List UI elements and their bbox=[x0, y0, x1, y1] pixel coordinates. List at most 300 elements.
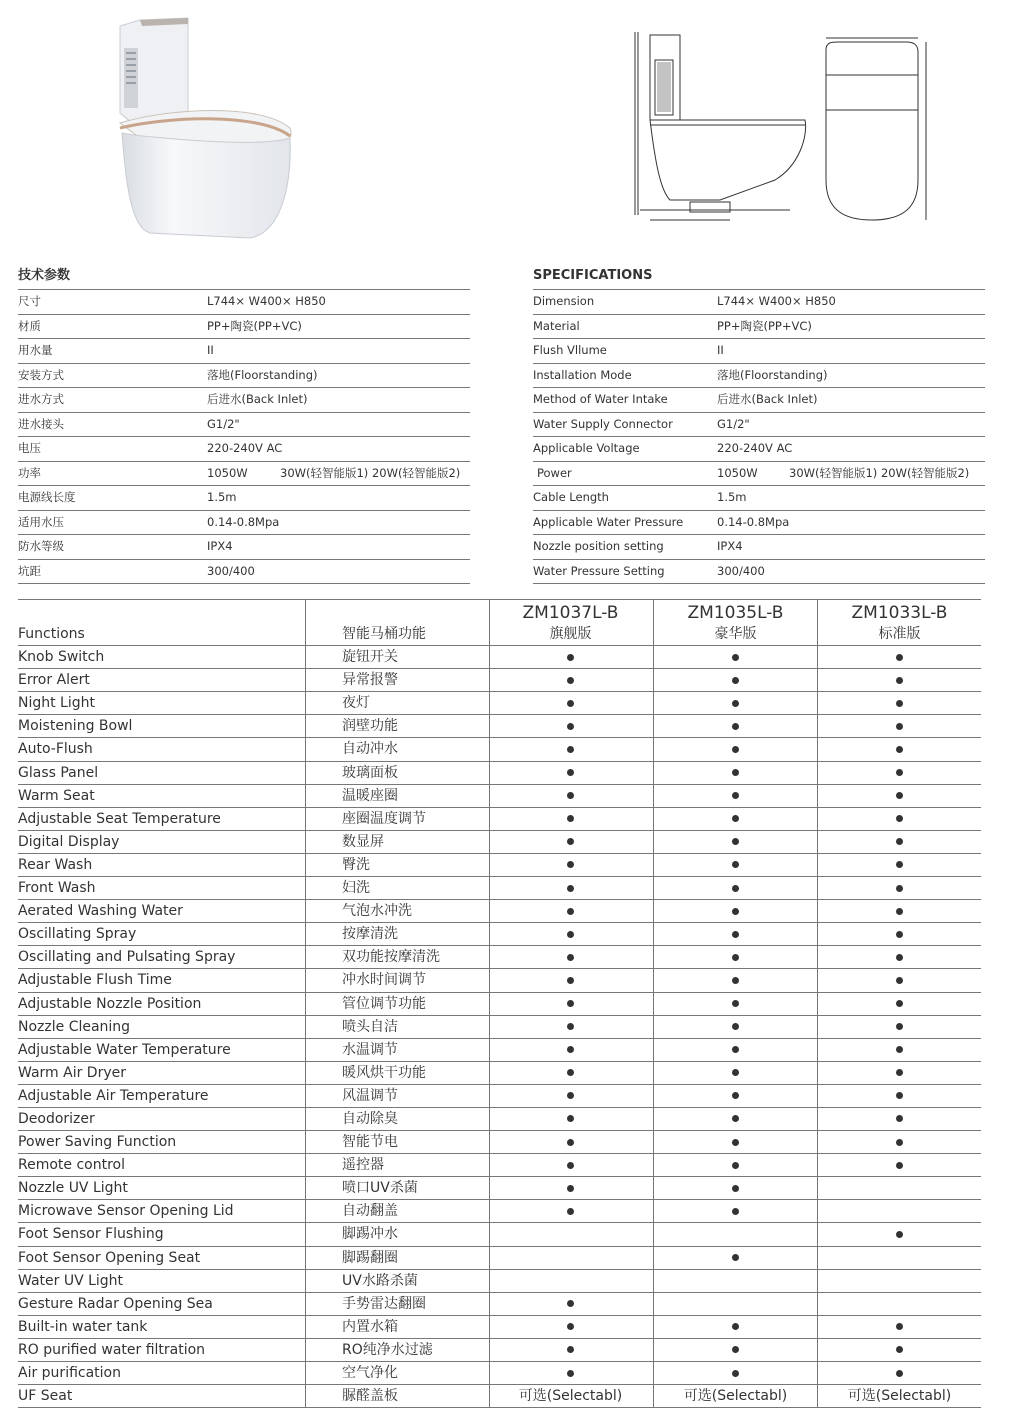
feature-dot-icon bbox=[896, 1092, 903, 1099]
function-name-en: Nozzle Cleaning bbox=[18, 1018, 131, 1035]
function-name-cn: 智能节电 bbox=[342, 1134, 398, 1151]
feature-dot-cell bbox=[654, 715, 817, 737]
empty-cell bbox=[818, 1200, 981, 1222]
feature-dot-icon bbox=[567, 838, 574, 845]
spec-row bbox=[18, 486, 470, 511]
function-name-cn: 遥控器 bbox=[342, 1157, 384, 1174]
feature-dot-cell bbox=[654, 831, 817, 853]
feature-dot-cell bbox=[489, 785, 652, 807]
feature-dot-cell bbox=[818, 692, 981, 714]
feature-dot-cell bbox=[489, 923, 652, 945]
function-row bbox=[18, 853, 981, 876]
function-name-en: Aerated Washing Water bbox=[18, 903, 183, 920]
spec-value: 1.5m bbox=[717, 490, 747, 504]
function-row bbox=[18, 737, 981, 760]
feature-dot-cell bbox=[818, 1339, 981, 1361]
feature-dot-icon bbox=[732, 1115, 739, 1122]
feature-dot-icon bbox=[567, 769, 574, 776]
feature-dot-icon bbox=[732, 861, 739, 868]
feature-dot-cell bbox=[654, 1177, 817, 1199]
feature-dot-icon bbox=[732, 677, 739, 684]
feature-dot-icon bbox=[567, 885, 574, 892]
spec-value: II bbox=[207, 343, 214, 357]
function-row bbox=[18, 1384, 981, 1408]
feature-dot-icon bbox=[732, 977, 739, 984]
function-row bbox=[18, 968, 981, 991]
spec-value: 0.14-0.8Mpa bbox=[207, 514, 280, 529]
function-name-cn: 暖风烘干功能 bbox=[342, 1064, 426, 1081]
spec-row bbox=[18, 364, 470, 389]
function-name-en: Glass Panel bbox=[18, 764, 99, 781]
function-name-en: Night Light bbox=[18, 695, 95, 712]
spec-key: Flush Vllume bbox=[533, 343, 607, 357]
feature-dot-cell bbox=[654, 738, 817, 760]
spec-row bbox=[533, 486, 985, 511]
feature-dot-icon bbox=[732, 1092, 739, 1099]
feature-dot-icon bbox=[896, 654, 903, 661]
feature-dot-icon bbox=[567, 1069, 574, 1076]
spec-key: 尺寸 bbox=[18, 294, 41, 308]
feature-dot-icon bbox=[567, 792, 574, 799]
feature-dot-icon bbox=[732, 700, 739, 707]
feature-dot-icon bbox=[732, 954, 739, 961]
function-name-en: Air purification bbox=[18, 1365, 121, 1381]
feature-dot-icon bbox=[732, 654, 739, 661]
feature-dot-cell bbox=[818, 946, 981, 968]
function-row bbox=[18, 1269, 981, 1292]
feature-dot-cell bbox=[818, 1039, 981, 1061]
feature-dot-icon bbox=[896, 838, 903, 845]
function-name-en: Adjustable Water Temperature bbox=[18, 1041, 231, 1058]
spec-title-en: SPECIFICATIONS bbox=[533, 262, 985, 290]
feature-dot-cell bbox=[654, 785, 817, 807]
feature-dot-icon bbox=[732, 769, 739, 776]
feature-dot-icon bbox=[896, 746, 903, 753]
function-row bbox=[18, 1246, 981, 1269]
feature-dot-cell bbox=[818, 923, 981, 945]
feature-dot-cell bbox=[489, 762, 652, 784]
feature-dot-icon bbox=[567, 977, 574, 984]
feature-dot-icon bbox=[567, 1115, 574, 1122]
spec-value: IPX4 bbox=[717, 539, 743, 553]
function-name-cn: 气泡水冲洗 bbox=[342, 903, 412, 920]
spec-value: 落地(Floorstanding) bbox=[207, 367, 318, 382]
feature-dot-cell bbox=[818, 1108, 981, 1130]
function-name-cn: 水温调节 bbox=[342, 1041, 398, 1058]
spec-row bbox=[533, 339, 985, 364]
spec-row bbox=[533, 560, 985, 585]
function-row bbox=[18, 1199, 981, 1222]
feature-dot-icon bbox=[732, 792, 739, 799]
function-row bbox=[18, 830, 981, 853]
feature-dot-icon bbox=[896, 677, 903, 684]
function-name-cn: 内置水箱 bbox=[342, 1318, 398, 1335]
spec-value: G1/2" bbox=[207, 416, 240, 431]
function-row bbox=[18, 668, 981, 691]
feature-dot-cell bbox=[818, 1316, 981, 1338]
feature-dot-cell bbox=[489, 669, 652, 691]
function-row bbox=[18, 1038, 981, 1061]
feature-dot-cell bbox=[654, 1316, 817, 1338]
feature-dot-icon bbox=[732, 1323, 739, 1330]
feature-dot-icon bbox=[567, 700, 574, 707]
feature-dot-icon bbox=[567, 1000, 574, 1007]
spec-key: Applicable Voltage bbox=[533, 441, 640, 455]
spec-row bbox=[18, 339, 470, 364]
feature-dot-icon bbox=[567, 1092, 574, 1099]
spec-row bbox=[18, 413, 470, 438]
feature-dot-icon bbox=[732, 1139, 739, 1146]
feature-dot-cell bbox=[489, 1039, 652, 1061]
feature-dot-cell bbox=[489, 1362, 652, 1384]
feature-dot-icon bbox=[896, 1115, 903, 1122]
feature-dot-icon bbox=[896, 1046, 903, 1053]
function-row bbox=[18, 1315, 981, 1338]
selectable-label: 可选(Selectabl) bbox=[683, 1388, 788, 1405]
feature-dot-cell bbox=[654, 1062, 817, 1084]
feature-dot-cell bbox=[818, 1223, 981, 1245]
feature-dot-cell bbox=[489, 1339, 652, 1361]
spec-row bbox=[18, 462, 470, 487]
function-row bbox=[18, 1084, 981, 1107]
feature-dot-icon bbox=[567, 1139, 574, 1146]
feature-dot-cell bbox=[489, 993, 652, 1015]
empty-cell bbox=[818, 1247, 981, 1269]
feature-dot-cell bbox=[654, 692, 817, 714]
functions-header-cn: 智能马桶功能 bbox=[342, 626, 426, 642]
feature-dot-icon bbox=[896, 723, 903, 730]
feature-dot-icon bbox=[896, 1000, 903, 1007]
top-view-drawing bbox=[818, 30, 933, 230]
function-name-cn: 脚踢冲水 bbox=[342, 1226, 398, 1243]
edition-label: 旗舰版 bbox=[549, 626, 592, 642]
feature-dot-cell bbox=[818, 1362, 981, 1384]
spec-key: 安装方式 bbox=[18, 367, 64, 382]
spec-row bbox=[533, 388, 985, 413]
feature-dot-icon bbox=[567, 654, 574, 661]
function-name-en: Front Wash bbox=[18, 880, 96, 897]
function-name-en: Adjustable Flush Time bbox=[18, 972, 172, 989]
spec-key: 电源线长度 bbox=[18, 490, 76, 504]
feature-dot-icon bbox=[732, 1046, 739, 1053]
function-row bbox=[18, 1015, 981, 1038]
feature-dot-cell bbox=[654, 762, 817, 784]
spec-key: 功率 bbox=[18, 465, 41, 480]
model-name: ZM1037L-B bbox=[522, 603, 619, 623]
empty-cell bbox=[654, 1270, 817, 1292]
feature-dot-cell bbox=[654, 646, 817, 668]
feature-dot-icon bbox=[567, 1046, 574, 1053]
spec-row bbox=[533, 315, 985, 340]
function-name-en: Adjustable Air Temperature bbox=[18, 1087, 209, 1104]
function-name-cn: 玻璃面板 bbox=[342, 764, 398, 781]
feature-dot-cell bbox=[654, 1339, 817, 1361]
spec-key: Dimension bbox=[533, 294, 595, 308]
spec-key: Water Pressure Setting bbox=[533, 563, 665, 578]
feature-dot-cell bbox=[818, 969, 981, 991]
spec-row bbox=[533, 364, 985, 389]
feature-dot-cell bbox=[654, 1154, 817, 1176]
feature-dot-cell bbox=[818, 1016, 981, 1038]
function-name-en: Deodorizer bbox=[18, 1110, 95, 1127]
feature-dot-cell bbox=[654, 900, 817, 922]
feature-dot-icon bbox=[896, 1139, 903, 1146]
spec-key: Water Supply Connector bbox=[533, 416, 673, 431]
feature-dot-cell bbox=[818, 1062, 981, 1084]
function-name-cn: 风温调节 bbox=[342, 1087, 398, 1104]
feature-dot-icon bbox=[896, 1023, 903, 1030]
spec-value: 300/400 bbox=[717, 563, 765, 578]
spec-key: Cable Length bbox=[533, 490, 609, 504]
feature-dot-icon bbox=[896, 908, 903, 915]
function-row bbox=[18, 1061, 981, 1084]
model-name: ZM1033L-B bbox=[851, 603, 948, 623]
feature-dot-icon bbox=[896, 1323, 903, 1330]
feature-dot-icon bbox=[567, 1300, 574, 1307]
feature-dot-cell bbox=[489, 877, 652, 899]
feature-dot-cell bbox=[654, 854, 817, 876]
function-name-cn: 夜灯 bbox=[342, 695, 370, 712]
function-name-en: UF Seat bbox=[18, 1388, 73, 1405]
spec-value: L744× W400× H850 bbox=[717, 294, 836, 308]
feature-dot-cell bbox=[489, 715, 652, 737]
spec-row bbox=[533, 437, 985, 462]
function-row bbox=[18, 922, 981, 945]
spec-value: G1/2" bbox=[717, 416, 750, 431]
function-name-cn: 冲水时间调节 bbox=[342, 972, 426, 989]
empty-cell bbox=[489, 1223, 652, 1245]
spec-title-cn: 技术参数 bbox=[18, 262, 470, 290]
spec-value-extra: 30W(轻智能版1) 20W(轻智能版2) bbox=[280, 465, 461, 480]
function-row bbox=[18, 645, 981, 668]
spec-key: Method of Water Intake bbox=[533, 392, 668, 406]
spec-key: 适用水压 bbox=[18, 514, 64, 529]
spec-value: PP+陶瓷(PP+VC) bbox=[207, 318, 302, 333]
spec-table-cn bbox=[18, 262, 470, 584]
function-name-en: Gesture Radar Opening Sea bbox=[18, 1295, 213, 1312]
function-name-en: Knob Switch bbox=[18, 649, 105, 666]
function-name-en: Built-in water tank bbox=[18, 1318, 148, 1335]
spec-row bbox=[533, 511, 985, 536]
feature-dot-icon bbox=[896, 861, 903, 868]
feature-dot-icon bbox=[732, 1000, 739, 1007]
feature-dot-icon bbox=[896, 815, 903, 822]
feature-dot-cell bbox=[654, 1200, 817, 1222]
function-row bbox=[18, 1107, 981, 1130]
empty-cell bbox=[654, 1293, 817, 1315]
feature-dot-cell bbox=[654, 1039, 817, 1061]
spec-value: 后进水(Back Inlet) bbox=[207, 392, 308, 406]
function-name-cn: 喷口UV杀菌 bbox=[342, 1180, 418, 1197]
feature-dot-cell bbox=[654, 669, 817, 691]
function-row bbox=[18, 807, 981, 830]
spec-key: Material bbox=[533, 318, 580, 333]
feature-dot-cell bbox=[654, 1131, 817, 1153]
feature-dot-cell bbox=[654, 923, 817, 945]
feature-dot-cell bbox=[489, 808, 652, 830]
function-name-en: RO purified water filtration bbox=[18, 1341, 206, 1358]
feature-dot-icon bbox=[732, 1162, 739, 1169]
model-header-row bbox=[18, 599, 981, 623]
spec-row bbox=[18, 560, 470, 585]
spec-row bbox=[18, 315, 470, 340]
feature-dot-cell bbox=[818, 900, 981, 922]
function-row bbox=[18, 1222, 981, 1245]
spec-key: 进水方式 bbox=[18, 392, 64, 406]
feature-dot-cell bbox=[489, 1200, 652, 1222]
feature-dot-cell bbox=[489, 738, 652, 760]
function-name-en: Adjustable Seat Temperature bbox=[18, 810, 221, 827]
function-name-en: Nozzle UV Light bbox=[18, 1180, 128, 1197]
feature-dot-cell bbox=[654, 877, 817, 899]
side-view-drawing bbox=[630, 30, 810, 230]
functions-header-en: Functions bbox=[18, 626, 85, 642]
spec-value: 后进水(Back Inlet) bbox=[717, 392, 818, 406]
spec-key: 防水等级 bbox=[18, 539, 64, 553]
feature-dot-cell bbox=[818, 877, 981, 899]
feature-dot-icon bbox=[732, 908, 739, 915]
function-name-cn: 喷头自洁 bbox=[342, 1018, 398, 1035]
feature-dot-icon bbox=[896, 1346, 903, 1353]
function-name-cn: 手势雷达翻圈 bbox=[342, 1295, 426, 1312]
feature-dot-cell bbox=[489, 946, 652, 968]
feature-dot-icon bbox=[732, 885, 739, 892]
function-name-cn: 空气净化 bbox=[342, 1365, 398, 1381]
edition-label: 豪华版 bbox=[714, 626, 757, 642]
feature-dot-icon bbox=[732, 1023, 739, 1030]
function-row bbox=[18, 784, 981, 807]
function-row bbox=[18, 1338, 981, 1361]
spec-row bbox=[533, 462, 985, 487]
spec-key: 材质 bbox=[18, 318, 41, 333]
function-name-en: Microwave Sensor Opening Lid bbox=[18, 1203, 234, 1220]
feature-dot-icon bbox=[567, 1208, 574, 1215]
spec-value: 0.14-0.8Mpa bbox=[717, 514, 790, 529]
feature-dot-cell bbox=[654, 1085, 817, 1107]
feature-dot-icon bbox=[567, 1162, 574, 1169]
spec-value: 220-240V AC bbox=[207, 441, 283, 455]
feature-dot-icon bbox=[567, 1023, 574, 1030]
spec-value: L744× W400× H850 bbox=[207, 294, 326, 308]
function-name-en: Warm Air Dryer bbox=[18, 1064, 126, 1081]
feature-dot-cell bbox=[489, 1131, 652, 1153]
feature-dot-cell bbox=[654, 1108, 817, 1130]
function-name-en: Foot Sensor Opening Seat bbox=[18, 1249, 201, 1266]
feature-dot-icon bbox=[896, 1162, 903, 1169]
function-name-cn: 旋钮开关 bbox=[342, 649, 398, 666]
feature-dot-cell bbox=[489, 1085, 652, 1107]
function-name-en: Remote control bbox=[18, 1157, 125, 1174]
function-name-cn: 座圈温度调节 bbox=[342, 810, 426, 827]
feature-dot-cell bbox=[818, 1154, 981, 1176]
spec-row bbox=[533, 290, 985, 315]
spec-table-en bbox=[533, 262, 985, 584]
function-name-cn: 臀洗 bbox=[342, 856, 370, 873]
function-name-cn: RO纯净水过滤 bbox=[342, 1341, 433, 1358]
function-name-cn: 温暖座圈 bbox=[342, 787, 398, 804]
feature-dot-cell bbox=[654, 969, 817, 991]
spec-value: 1050W bbox=[717, 465, 758, 480]
spec-value-extra: 30W(轻智能版1) 20W(轻智能版2) bbox=[789, 465, 970, 480]
feature-dot-icon bbox=[567, 931, 574, 938]
feature-dot-cell bbox=[489, 1177, 652, 1199]
feature-dot-icon bbox=[896, 931, 903, 938]
feature-dot-cell bbox=[818, 808, 981, 830]
feature-dot-cell bbox=[818, 785, 981, 807]
function-name-en: Rear Wash bbox=[18, 856, 93, 873]
feature-dot-cell bbox=[654, 993, 817, 1015]
spec-key: 进水接头 bbox=[18, 416, 64, 431]
feature-dot-icon bbox=[732, 1254, 739, 1261]
function-name-en: Foot Sensor Flushing bbox=[18, 1226, 164, 1243]
feature-dot-cell bbox=[654, 946, 817, 968]
feature-dot-cell bbox=[489, 1154, 652, 1176]
feature-dot-cell bbox=[818, 854, 981, 876]
feature-dot-icon bbox=[567, 677, 574, 684]
feature-dot-icon bbox=[567, 1185, 574, 1192]
function-row bbox=[18, 945, 981, 968]
feature-dot-icon bbox=[896, 792, 903, 799]
spec-row bbox=[18, 437, 470, 462]
function-row bbox=[18, 1292, 981, 1315]
feature-dot-cell bbox=[489, 1316, 652, 1338]
feature-dot-icon bbox=[896, 700, 903, 707]
feature-dot-cell bbox=[818, 669, 981, 691]
feature-dot-cell bbox=[489, 646, 652, 668]
feature-dot-cell bbox=[654, 808, 817, 830]
spec-key: 电压 bbox=[18, 441, 41, 455]
feature-dot-icon bbox=[896, 1231, 903, 1238]
feature-dot-icon bbox=[732, 838, 739, 845]
function-name-en: Auto-Flush bbox=[18, 741, 93, 758]
feature-dot-cell bbox=[818, 1085, 981, 1107]
function-row bbox=[18, 691, 981, 714]
feature-dot-icon bbox=[567, 1346, 574, 1353]
feature-dot-cell bbox=[489, 1293, 652, 1315]
spec-value: 220-240V AC bbox=[717, 441, 793, 455]
feature-dot-icon bbox=[732, 1370, 739, 1377]
feature-dot-cell bbox=[489, 1108, 652, 1130]
feature-dot-icon bbox=[567, 1370, 574, 1377]
feature-dot-icon bbox=[567, 1323, 574, 1330]
function-row bbox=[18, 1153, 981, 1176]
toilet-product-photo bbox=[110, 8, 300, 248]
feature-dot-icon bbox=[732, 815, 739, 822]
spec-value: 落地(Floorstanding) bbox=[717, 367, 828, 382]
function-name-en: Moistening Bowl bbox=[18, 718, 133, 735]
function-name-en: Warm Seat bbox=[18, 787, 95, 804]
feature-dot-icon bbox=[567, 723, 574, 730]
function-name-cn: UV水路杀菌 bbox=[342, 1272, 418, 1289]
spec-key: Power bbox=[537, 465, 572, 480]
feature-dot-cell bbox=[489, 854, 652, 876]
function-name-en: Oscillating and Pulsating Spray bbox=[18, 949, 236, 966]
spec-value: 300/400 bbox=[207, 563, 255, 578]
function-name-en: Error Alert bbox=[18, 672, 90, 689]
spec-value: IPX4 bbox=[207, 539, 233, 553]
function-name-cn: 异常报警 bbox=[342, 672, 398, 689]
function-name-cn: 管位调节功能 bbox=[342, 995, 426, 1012]
feature-dot-icon bbox=[567, 908, 574, 915]
spec-key: Installation Mode bbox=[533, 367, 632, 382]
empty-cell bbox=[489, 1247, 652, 1269]
function-name-cn: 按摩清洗 bbox=[342, 926, 398, 943]
feature-dot-icon bbox=[732, 1208, 739, 1215]
feature-dot-cell bbox=[654, 1016, 817, 1038]
feature-dot-icon bbox=[567, 746, 574, 753]
feature-dot-icon bbox=[732, 931, 739, 938]
spec-key: Nozzle position setting bbox=[533, 539, 664, 553]
